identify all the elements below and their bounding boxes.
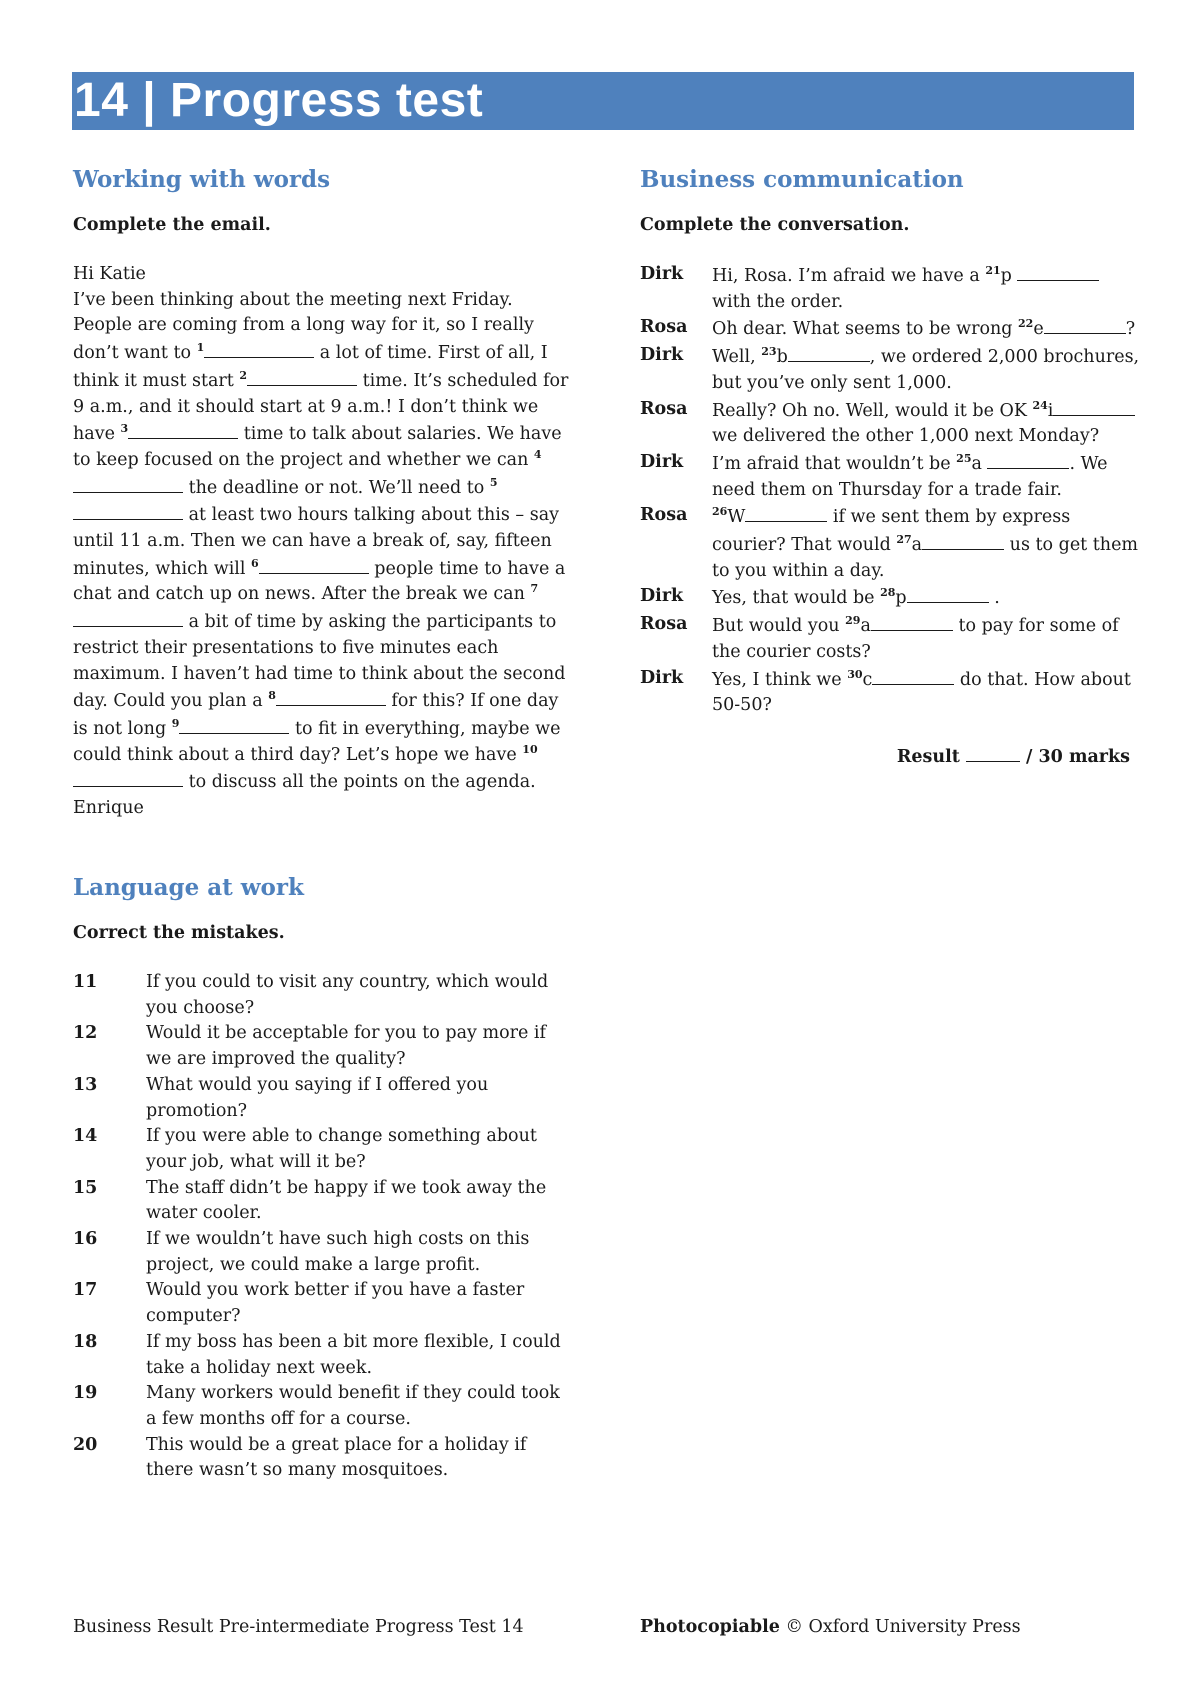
email-text-segment: for this? If one day is not long <box>73 691 559 739</box>
gap-number: 23 <box>761 345 777 359</box>
gap-letter: i <box>1047 400 1054 421</box>
language-at-work-heading: Language at work <box>73 874 304 901</box>
answer-blank[interactable] <box>204 339 314 358</box>
gap-number: 9 <box>171 717 180 731</box>
speaker-name: Dirk <box>640 667 684 688</box>
answer-blank[interactable] <box>922 531 1004 550</box>
item-number: 19 <box>73 1383 98 1404</box>
answer-blank[interactable] <box>73 501 183 520</box>
turn-text <box>712 584 1140 612</box>
email-text-segment: a lot of time. First of all, I think it must start <box>73 343 548 391</box>
conversation-turn <box>640 315 1140 343</box>
gap-number: 4 <box>533 448 542 462</box>
turn-text-segment: we delivered the other 1,000 next Monday? <box>712 426 1100 447</box>
conversation <box>640 262 1140 719</box>
result-label: Result <box>896 746 960 767</box>
speaker-name: Dirk <box>640 345 684 366</box>
turn-text-segment: ? <box>1125 319 1136 340</box>
gap-letter: a <box>971 453 988 474</box>
mistake-item <box>73 1381 573 1432</box>
item-number: 14 <box>73 1126 98 1147</box>
mistakes-list <box>73 970 573 1484</box>
gap-letter: c <box>862 669 873 690</box>
gap-letter: p <box>895 588 907 609</box>
turn-text <box>712 503 1140 584</box>
email-greeting: Hi Katie <box>73 264 146 284</box>
turn-text-segment: Hi, Rosa. I’m afraid we have a <box>712 266 986 286</box>
mistake-item <box>73 1433 573 1484</box>
gap-letter: a <box>860 616 871 637</box>
email-text-segment: to fit in everything, maybe we could think about a third day? Let’s hope we have <box>73 718 561 765</box>
conversation-turn <box>640 397 1140 450</box>
gap-letter: W <box>727 507 746 528</box>
email-text-segment: people time to have a chat and catch up on news. After the break we can <box>73 558 566 605</box>
gap-letter: b <box>776 347 788 368</box>
title-banner <box>72 72 1134 130</box>
answer-blank[interactable] <box>1053 397 1135 416</box>
mistake-item <box>73 1073 573 1124</box>
answer-blank[interactable] <box>73 768 183 787</box>
email-text-segment: at least two hours talking about this – say until 11 a.m. Then we can have a break of, say, fifteen minutes, which will <box>73 505 560 579</box>
speaker-name: Rosa <box>640 505 688 526</box>
result-line <box>640 743 1140 767</box>
answer-blank[interactable] <box>276 687 386 706</box>
item-number: 13 <box>73 1074 98 1095</box>
business-communication-section <box>640 160 1140 767</box>
turn-text-segment: . <box>988 588 1000 609</box>
email-text <box>73 288 573 796</box>
turn-text <box>712 315 1140 343</box>
gap-number: 5 <box>489 475 498 489</box>
answer-blank[interactable] <box>73 608 183 627</box>
business-communication-heading: Business communication <box>640 166 964 193</box>
conversation-turn <box>640 262 1140 315</box>
gap-letter: p <box>1000 266 1018 286</box>
conversation-turn <box>640 450 1140 503</box>
email-signoff: Enrique <box>73 798 144 819</box>
turn-text-segment: Really? Oh no. Well, would it be OK <box>712 400 1033 421</box>
turn-text <box>712 612 1140 665</box>
item-number: 12 <box>73 1023 98 1044</box>
gap-number: 29 <box>845 614 861 628</box>
email-text-segment: the deadline or not. We’ll need to <box>183 477 490 498</box>
conversation-turn <box>640 666 1140 719</box>
mistakes-instruction: Correct the mistakes. <box>73 923 285 943</box>
speaker-name: Dirk <box>640 264 684 284</box>
answer-blank[interactable] <box>745 503 827 522</box>
mistake-item <box>73 1278 573 1329</box>
item-text: If my boss has been a bit more flexible, I could take a holiday next week. <box>146 1331 561 1378</box>
email-text-segment: time to talk about salaries. We have to keep focused on the project and whether we can <box>73 424 562 470</box>
email-text-segment: I’ve been thinking about the meeting next Friday. People are coming from a long way for it, so I really don’t want to <box>73 289 534 364</box>
gap-number: 21 <box>985 264 1001 278</box>
answer-blank[interactable] <box>1017 262 1099 281</box>
speaker-name: Dirk <box>640 586 684 607</box>
footer-photocopiable: Photocopiable <box>640 1617 780 1637</box>
conversation-instruction: Complete the conversation. <box>640 215 910 235</box>
gap-number: 8 <box>268 689 276 703</box>
item-text: This would be a great place for a holiday if there wasn’t so many mosquitoes. <box>146 1434 527 1481</box>
email-text-segment: a bit of time by asking the participants to restrict their presentations to five minutes each maximum. I haven’t had time to think about the second day. Could you plan a <box>73 612 566 712</box>
turn-text-segment: I’m afraid that wouldn’t be <box>712 453 957 474</box>
item-text: Would it be acceptable for you to pay more if we are improved the quality? <box>146 1023 546 1070</box>
turn-text <box>712 450 1140 503</box>
answer-blank[interactable] <box>987 450 1069 469</box>
turn-text-segment: Yes, I think we <box>712 669 848 690</box>
turn-text-segment: But would you <box>712 616 846 637</box>
result-blank[interactable] <box>966 743 1020 762</box>
mistake-item <box>73 970 573 1021</box>
turn-text-segment: to pay for some of the courier costs? <box>712 616 1119 662</box>
item-number: 16 <box>73 1229 98 1250</box>
mistake-item <box>73 1176 573 1227</box>
answer-blank[interactable] <box>73 474 183 493</box>
gap-number: 28 <box>880 586 896 600</box>
speaker-name: Rosa <box>640 398 688 419</box>
answer-blank[interactable] <box>128 420 238 439</box>
speaker-name: Rosa <box>640 317 688 338</box>
item-number: 20 <box>73 1434 98 1455</box>
answer-blank[interactable] <box>788 343 870 362</box>
answer-blank[interactable] <box>247 367 357 386</box>
answer-blank[interactable] <box>872 666 954 685</box>
footer-copyright <box>640 1617 1021 1637</box>
turn-text-segment: with the order. <box>712 291 844 312</box>
turn-text-segment: Yes, that would be <box>712 588 881 609</box>
answer-blank[interactable] <box>259 555 369 574</box>
gap-number: 1 <box>196 341 205 355</box>
answer-blank[interactable] <box>1044 315 1126 334</box>
footer-publisher: © Oxford University Press <box>785 1617 1021 1637</box>
gap-number: 6 <box>251 556 259 570</box>
footer-source: Business Result Pre-intermediate Progress Test 14 <box>73 1617 524 1637</box>
turn-text-segment: do that. How about 50-50? <box>712 669 1131 716</box>
gap-number: 25 <box>956 452 972 466</box>
page-title: 14 | Progress test <box>74 74 484 127</box>
mistake-item <box>73 1124 573 1175</box>
gap-number: 10 <box>522 742 538 756</box>
gap-number: 27 <box>896 533 912 547</box>
gap-number: 26 <box>712 505 728 519</box>
gap-number: 2 <box>239 368 248 382</box>
conversation-turn <box>640 503 1140 584</box>
email-instruction: Complete the email. <box>73 215 271 235</box>
email-body <box>73 262 573 822</box>
answer-blank[interactable] <box>871 612 953 631</box>
gap-number: 24 <box>1032 398 1048 412</box>
gap-number: 3 <box>120 422 129 436</box>
turn-text-segment: us to get them to you within a day. <box>712 535 1139 581</box>
item-number: 15 <box>73 1177 98 1198</box>
item-number: 17 <box>73 1280 98 1301</box>
turn-text-segment: Well, <box>712 347 762 368</box>
gap-letter: a <box>911 535 923 556</box>
turn-text-segment: if we sent them by express courier? That would <box>712 507 1071 556</box>
turn-text <box>712 397 1140 450</box>
item-text: Many workers would benefit if they could took a few months off for a course. <box>146 1383 560 1429</box>
conversation-turn <box>640 612 1140 665</box>
turn-text <box>712 343 1140 396</box>
item-text: If you could to visit any country, which would you choose? <box>146 972 549 1018</box>
turn-text <box>712 262 1140 315</box>
gap-number: 30 <box>847 667 863 681</box>
email-text-segment: time. It’s scheduled for 9 a.m., and it should start at 9 a.m.! I don’t think we have <box>73 370 569 445</box>
turn-text-segment: . We need them on Thursday for a trade fair. <box>712 453 1108 500</box>
result-suffix: / 30 marks <box>1026 746 1130 767</box>
item-number: 18 <box>73 1331 98 1352</box>
answer-blank[interactable] <box>179 715 289 734</box>
answer-blank[interactable] <box>907 584 989 603</box>
conversation-turn <box>640 584 1140 612</box>
item-text: Would you work better if you have a faster computer? <box>146 1280 525 1327</box>
item-text: If we wouldn’t have such high costs on this project, we could make a large profit. <box>146 1229 530 1275</box>
working-with-words-section <box>73 160 573 822</box>
gap-letter: e <box>1033 319 1044 340</box>
mistake-item <box>73 1021 573 1072</box>
item-text: If you were able to change something about your job, what will it be? <box>146 1126 537 1172</box>
gap-number: 7 <box>530 582 539 596</box>
mistake-item <box>73 1227 573 1278</box>
working-with-words-heading: Working with words <box>73 166 331 193</box>
item-text: The staff didn’t be happy if we took away the water cooler. <box>146 1177 547 1224</box>
item-text: What would you saying if I offered you promotion? <box>146 1074 489 1121</box>
speaker-name: Dirk <box>640 451 684 472</box>
email-text-segment: to discuss all the points on the agenda. <box>183 772 536 793</box>
language-at-work-section <box>73 868 573 1484</box>
turn-text <box>712 666 1140 719</box>
item-number: 11 <box>73 972 98 992</box>
speaker-name: Rosa <box>640 614 688 635</box>
turn-text-segment: Oh dear. What seems to be wrong <box>712 319 1019 340</box>
mistake-item <box>73 1330 573 1381</box>
turn-text-segment: , we ordered 2,000 brochures, but you’ve only sent 1,000. <box>712 347 1140 393</box>
conversation-turn <box>640 343 1140 396</box>
gap-number: 22 <box>1018 317 1034 331</box>
